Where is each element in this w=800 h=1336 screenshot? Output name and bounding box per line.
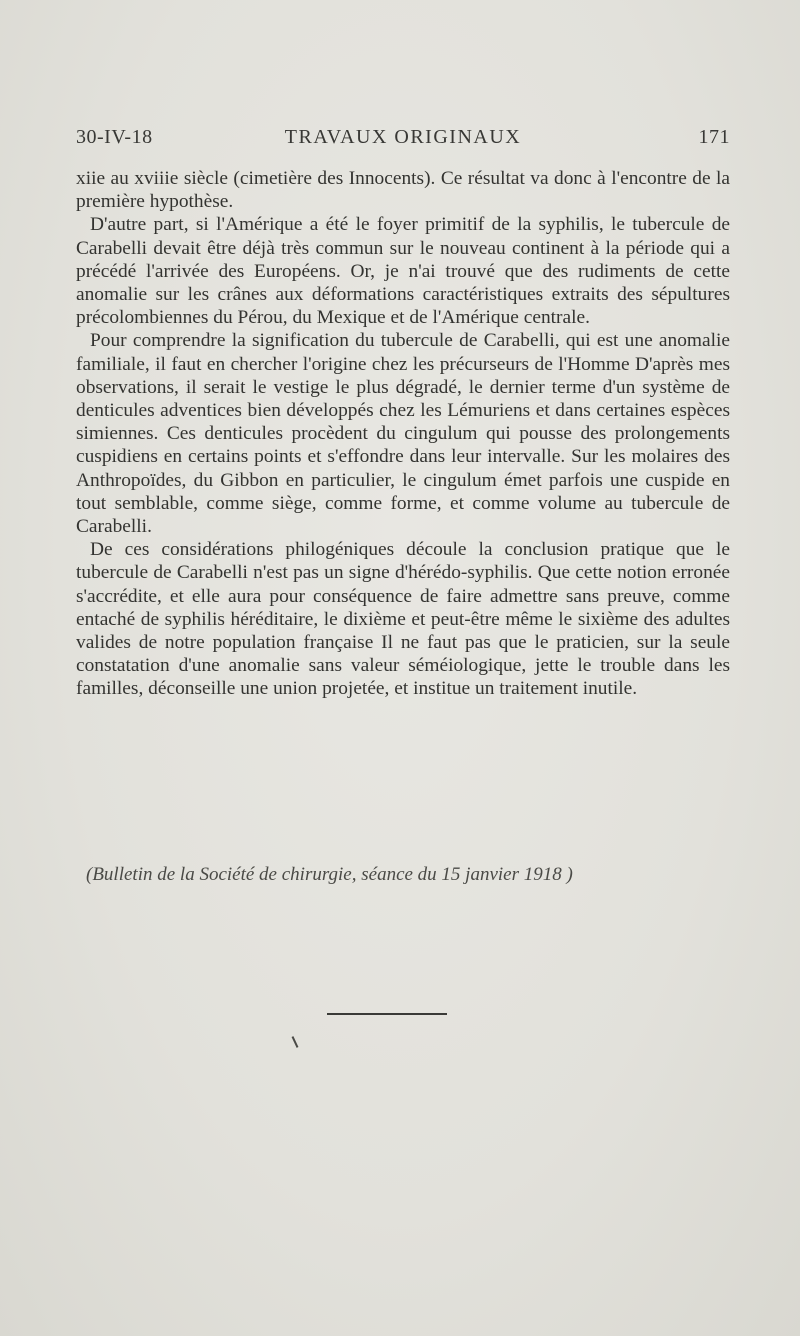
body-text bbox=[76, 167, 730, 701]
paragraph-3: Pour comprendre la signification du tubercule de Carabelli, qui est une anomalie familiale, il faut en chercher l'origine chez les précurseurs de l'Homme D'après mes observations, il serait le vestige le plus dégradé, le dernier terme d'un système de denticules adventices bien développés chez les Lémuriens et dans certaines espèces simiennes. Ces denticules procèdent du cingulum qui pousse des prolongements cuspidiens en certains points et s'effondre dans leur intervalle. Sur les molaires des Anthropoïdes, du Gibbon en particulier, le cingulum émet parfois une cuspide en tout semblable, comme siège, comme forme, et comme volume au tubercule de Carabelli. bbox=[76, 330, 730, 538]
paragraph-4: De ces considérations philogéniques découle la conclusion pratique que le tubercule de Carabelli n'est pas un signe d'hérédo-syphilis. Que cette notion erronée s'accrédite, et elle aura pour conséquence de faire admettre sans preuve, comme entaché de syphilis héréditaire, le dixième et peut-être même le sixième des adultes valides de notre population française Il ne faut pas que le praticien, sur la seule constatation d'une anomalie sans valeur séméiologique, jette le trouble dans les familles, déconseille une union projetée, et institue un traitement inutile. bbox=[76, 539, 730, 700]
running-header bbox=[76, 126, 730, 156]
header-date: 30-IV-18 bbox=[76, 126, 153, 148]
end-rule bbox=[327, 1013, 447, 1015]
header-section-title: TRAVAUX ORIGINAUX bbox=[284, 126, 522, 148]
page-number: 171 bbox=[698, 126, 730, 148]
citation: (Bulletin de la Société de chirurgie, séance du 15 janvier 1918 ) bbox=[86, 864, 573, 885]
ink-mark bbox=[292, 1036, 299, 1048]
paragraph-1: xiie au xviiie siècle (cimetière des Innocents). Ce résultat va donc à l'encontre de la première hypothèse. bbox=[76, 168, 730, 213]
paragraph-2: D'autre part, si l'Amérique a été le foyer primitif de la syphilis, le tubercule de Carabelli devait être déjà très commun sur le nouveau continent à la période qui a précédé l'arrivée des Européens. Or, je n'ai trouvé que des rudiments de cette anomalie sur les crânes aux déformations caractéristiques extraits des sépultures précolombiennes du Pérou, du Mexique et de l'Amérique centrale. bbox=[76, 214, 730, 329]
